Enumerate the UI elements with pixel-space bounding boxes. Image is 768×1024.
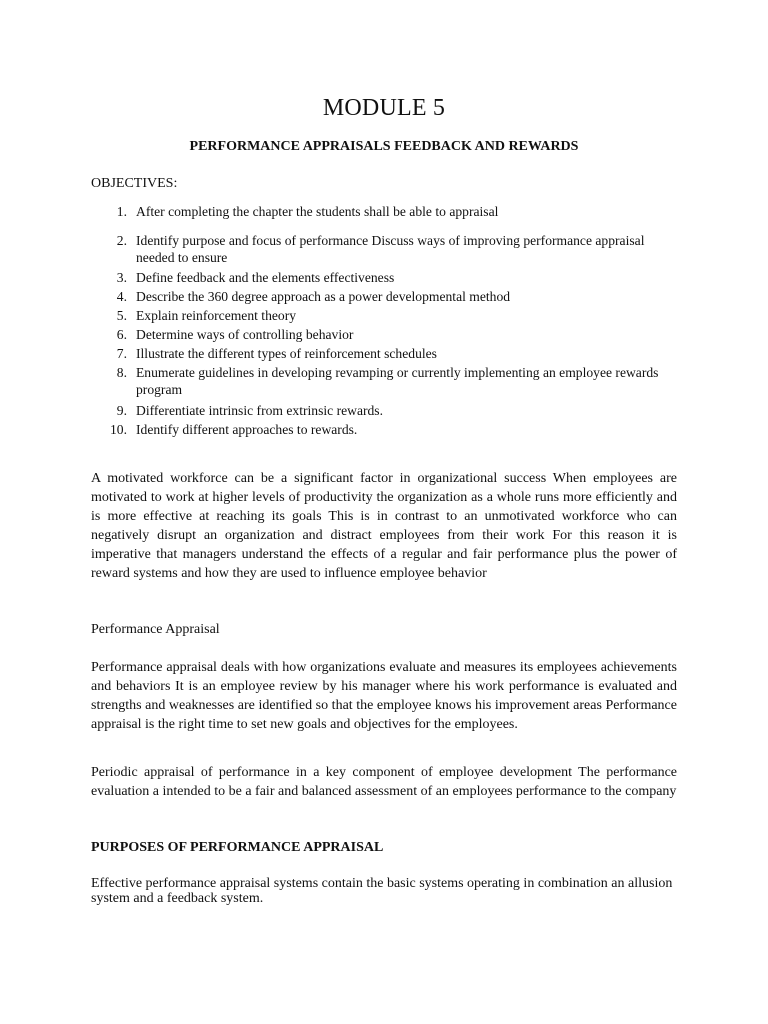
objective-number: 4. bbox=[116, 289, 127, 304]
intro-paragraph: A motivated workforce can be a significant factor in organizational success When employees are motivated to work at higher levels of productivity the organization as a whole runs more efficiently and is more effective at reaching its goals This is in contrast to an unmotivated workforce who can negatively disrupt an organization and distract employees from their work For this reason it is imperative that managers understand the effects of a regular and fair performance plus the power of reward systems and how they are used to influence employee behavior bbox=[91, 471, 677, 581]
objectives-label: OBJECTIVES: bbox=[91, 176, 178, 191]
purposes-paragraph: Effective performance appraisal systems contain the basic systems operating in combination an allusion system and a feedback system. bbox=[91, 876, 673, 906]
objective-number: 1. bbox=[116, 204, 127, 219]
objective-text: Describe the 360 degree approach as a power developmental method bbox=[136, 289, 511, 304]
objective-number: 5. bbox=[116, 308, 127, 323]
section-label: Performance Appraisal bbox=[91, 622, 220, 637]
appraisal-paragraph: Periodic appraisal of performance in a key component of employee development The performance evaluation a intended to be a fair and balanced assessment of an employees performance to the company bbox=[91, 765, 677, 799]
objective-number: 9. bbox=[116, 403, 127, 418]
objective-number: 6. bbox=[116, 327, 127, 342]
objective-number: 8. bbox=[116, 365, 127, 380]
objective-text: Enumerate guidelines in developing revamping or currently implementing an employee rewards program bbox=[136, 365, 659, 397]
objective-text: Illustrate the different types of reinforcement schedules bbox=[136, 346, 437, 361]
document-heading: PERFORMANCE APPRAISALS FEEDBACK AND REWARDS bbox=[189, 139, 579, 154]
appraisal-paragraph: Performance appraisal deals with how organizations evaluate and measures its employees achievements and behaviors It is an employee review by his manager where his work performance is evaluated and strengths and weaknesses are identified so that the employee knows his improvement areas Performance appraisal is the right time to set new goals and objectives for the employees. bbox=[91, 660, 677, 732]
objective-text: Determine ways of controlling behavior bbox=[136, 327, 354, 342]
objective-text: After completing the chapter the students shall be able to appraisal bbox=[136, 204, 499, 219]
objective-text: Explain reinforcement theory bbox=[136, 308, 297, 323]
module-title: MODULE 5 bbox=[322, 95, 446, 121]
objective-number: 2. bbox=[116, 233, 127, 248]
purposes-heading: PURPOSES OF PERFORMANCE APPRAISAL bbox=[91, 840, 384, 855]
objective-text: Identify different approaches to rewards. bbox=[136, 422, 358, 437]
objective-number: 3. bbox=[116, 270, 127, 285]
objective-text: Identify purpose and focus of performance Discuss ways of improving performance appraisal needed to ensure bbox=[136, 233, 645, 265]
objective-text: Differentiate intrinsic from extrinsic rewards. bbox=[136, 403, 383, 418]
objective-number: 10. bbox=[110, 422, 127, 437]
objective-number: 7. bbox=[116, 346, 127, 361]
objective-text: Define feedback and the elements effectiveness bbox=[136, 270, 395, 285]
